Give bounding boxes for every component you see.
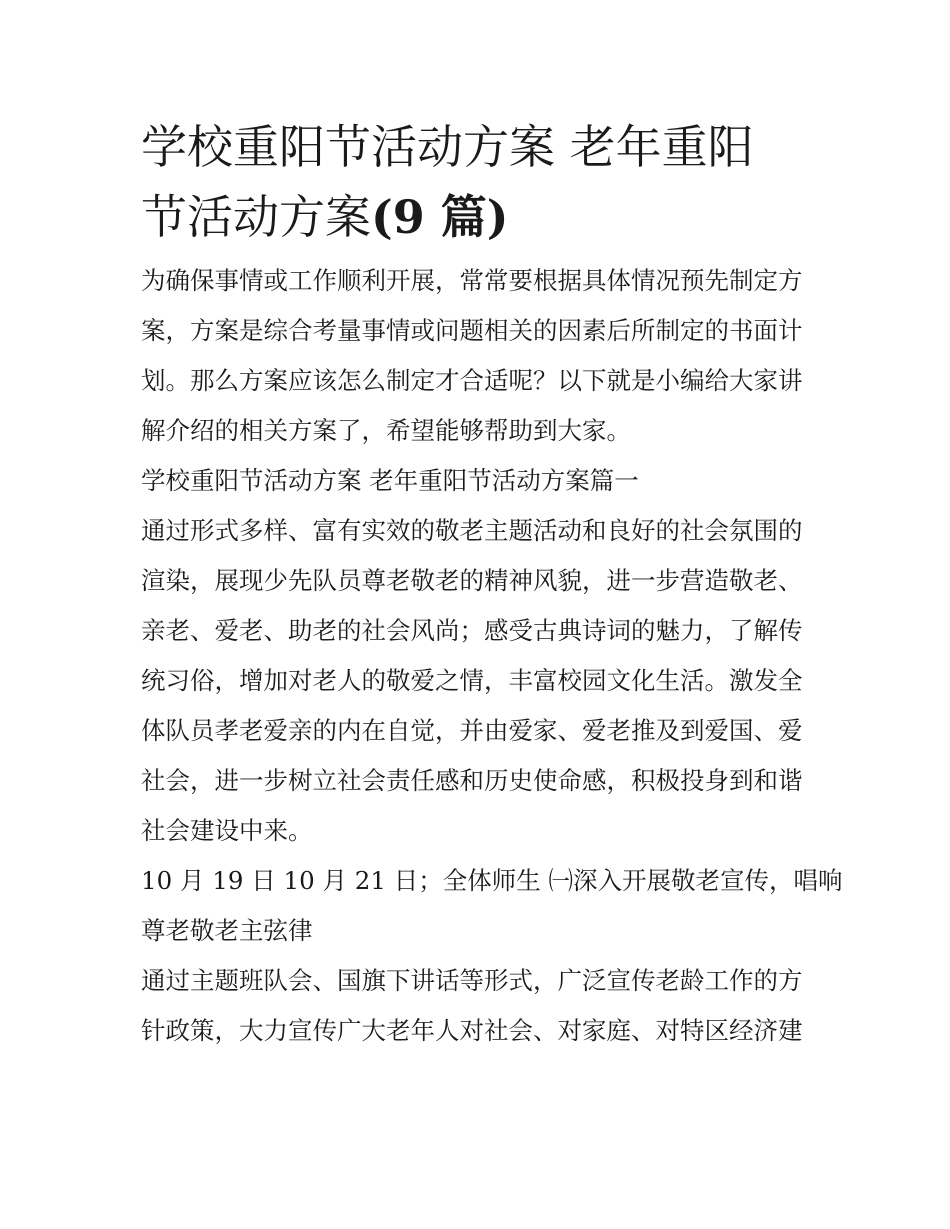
document-title [141,112,813,252]
section-heading [141,456,813,506]
intro-line: 为确保事情或工作顺利开展，常常要根据具体情况预先制定方 [141,266,803,295]
intro-line: 案，方案是综合考量事情或问题相关的因素后所制定的书面计 [141,316,803,345]
title-line-2 [141,182,813,252]
title-line-1: 学校重阳节活动方案 老年重阳 [141,120,754,174]
intro-line: 解介绍的相关方案了，希望能够帮助到大家。 [141,416,631,445]
title-line-2-text: 节活动方案 [141,190,371,244]
purpose-line: 统习俗，增加对老人的敬爱之情，丰富校园文化生活。激发全 [141,666,803,695]
purpose-line: 社会建设中来。 [141,816,313,845]
purpose-paragraph [141,506,813,856]
intro-line: 划。那么方案应该怎么制定才合适呢？以下就是小编给大家讲 [141,366,803,395]
schedule-line: 10 月 19 日 10 月 21 日；全体师生 ㈠深入开展敬老宣传，唱响 [141,866,843,895]
section-heading-text: 学校重阳节活动方案 老年重阳节活动方案篇一 [141,466,639,495]
intro-paragraph [141,256,813,456]
activity-line: 通过主题班队会、国旗下讲话等形式，广泛宣传老龄工作的方 [141,966,803,995]
activity-paragraph [141,956,813,1056]
schedule-paragraph [141,856,843,956]
purpose-line: 渲染，展现少先队员尊老敬老的精神风貌，进一步营造敬老、 [141,566,803,595]
schedule-line: 尊老敬老主弦律 [141,916,313,945]
activity-line: 针政策，大力宣传广大老年人对社会、对家庭、对特区经济建 [141,1016,803,1045]
document-page [141,112,843,1056]
purpose-line: 体队员孝老爱亲的内在自觉，并由爱家、爱老推及到爱国、爱 [141,716,803,745]
title-article-count: (9 篇) [371,190,509,244]
purpose-line: 社会，进一步树立社会责任感和历史使命感，积极投身到和谐 [141,766,803,795]
purpose-line: 通过形式多样、富有实效的敬老主题活动和良好的社会氛围的 [141,516,803,545]
purpose-line: 亲老、爱老、助老的社会风尚；感受古典诗词的魅力，了解传 [141,616,803,645]
